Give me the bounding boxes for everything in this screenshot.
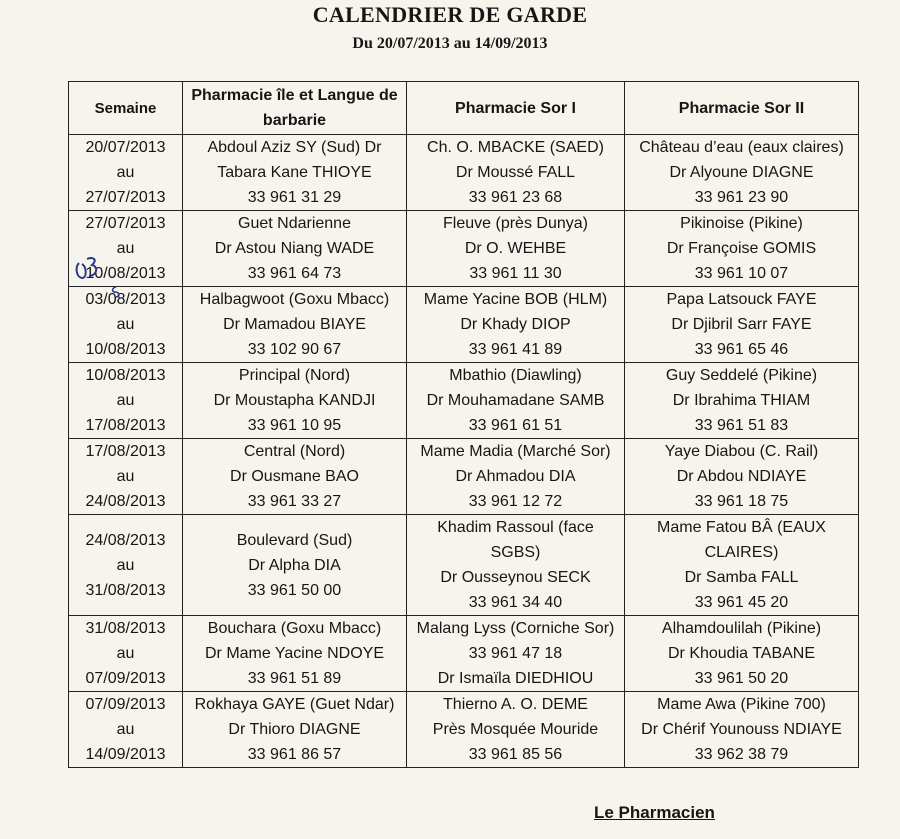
cell-line: Dr Abdou NDIAYE <box>676 468 807 485</box>
cell-line: Dr Khoudia TABANE <box>667 645 816 662</box>
cell-line: 33 961 86 57 <box>247 746 342 763</box>
cell-line: 17/08/2013 <box>85 443 166 460</box>
cell-line: Dr Mame Yacine NDOYE <box>204 645 384 662</box>
cell-line: Tabara Kane THIOYE <box>217 164 372 181</box>
cell-line: 20/07/2013 <box>85 139 166 156</box>
cell-line: au <box>116 556 135 574</box>
cell-line: Mame Madia (Marché Sor) <box>420 443 611 460</box>
cell-line: Château d’eau (eaux claires) <box>639 139 844 156</box>
cell-line: 33 961 33 27 <box>247 493 342 510</box>
cell-line: 31/08/2013 <box>85 620 166 637</box>
cell-line: Halbagwoot (Goxu Mbacc) <box>199 291 390 308</box>
cell-line: Mame Yacine BOB (HLM) <box>423 291 608 308</box>
cell-line: Mame Awa (Pikine 700) <box>657 696 826 713</box>
header-pharmacie-ile: Pharmacie île et Langue de barbarie <box>183 82 407 135</box>
cell-line: Yaye Diabou (C. Rail) <box>664 443 819 460</box>
cell-line: Malang Lyss (Corniche Sor) <box>416 620 615 637</box>
cell-line: 33 961 10 95 <box>247 417 342 434</box>
cell-line: 03/08/2013 <box>85 291 166 308</box>
cell-line: 33 961 65 46 <box>694 341 789 358</box>
cell-line: 33 961 34 40 <box>468 594 563 611</box>
cell-line: 33 961 31 29 <box>247 189 342 206</box>
week-cell <box>69 287 183 363</box>
cell-line: Guy Seddelé (Pikine) <box>665 367 818 384</box>
header-week: Semaine <box>69 82 183 135</box>
cell-line: 33 961 51 89 <box>247 670 342 687</box>
pharmacie-sor-2-cell <box>625 515 859 616</box>
table-row <box>69 616 859 692</box>
cell-line: 33 961 51 83 <box>694 417 789 434</box>
pharmacie-sor-1-cell <box>407 211 625 287</box>
cell-line: Dr Alpha DIA <box>248 556 341 574</box>
pharmacie-sor-1-cell <box>407 692 625 768</box>
pharmacie-sor-2-cell <box>625 287 859 363</box>
pharmacie-sor-1-cell <box>407 439 625 515</box>
cell-line: 33 961 64 73 <box>247 265 342 282</box>
pharmacie-ile-cell <box>183 616 407 692</box>
table-header-row <box>69 82 859 135</box>
cell-line: Dr Djibril Sarr FAYE <box>671 316 812 333</box>
cell-line: 10/08/2013 <box>85 341 166 358</box>
cell-line: 33 961 23 90 <box>694 189 789 206</box>
pharmacie-sor-1-cell <box>407 287 625 363</box>
cell-line: Guet Ndarienne <box>238 215 351 232</box>
table-row <box>69 211 859 287</box>
cell-line: Dr Ahmadou DIA <box>455 468 576 485</box>
header-pharmacie-sor-1: Pharmacie Sor I <box>407 82 625 135</box>
pharmacie-ile-cell <box>183 363 407 439</box>
cell-line: Principal (Nord) <box>238 367 351 384</box>
cell-line: 33 961 23 68 <box>468 189 563 206</box>
cell-line: Dr O. WEHBE <box>464 240 567 257</box>
cell-line: Dr Mouhamadane SAMB <box>426 392 605 409</box>
cell-line: Central (Nord) <box>243 443 346 460</box>
table-row <box>69 439 859 515</box>
pharmacie-sor-1-cell <box>407 135 625 211</box>
cell-line: 33 102 90 67 <box>247 341 342 358</box>
week-cell <box>69 692 183 768</box>
table-row <box>69 515 859 616</box>
cell-line: 10/08/2013 <box>85 367 166 384</box>
week-cell <box>69 439 183 515</box>
cell-line: 33 961 41 89 <box>468 341 563 358</box>
cell-line: Alhamdoulilah (Pikine) <box>661 620 822 637</box>
handwritten-correction-03 <box>73 253 101 283</box>
cell-line: Dr Moussé FALL <box>455 164 576 181</box>
cell-line: Dr Ousmane BAO <box>230 468 359 485</box>
cell-line: 10/08/2013 <box>85 265 166 282</box>
schedule-table <box>68 81 859 768</box>
table-row <box>69 287 859 363</box>
cell-line: au <box>116 721 135 738</box>
cell-line: Près Mosquée Mouride <box>432 721 599 738</box>
cell-line: Fleuve (près Dunya) <box>443 215 588 232</box>
week-cell <box>69 515 183 616</box>
cell-line: Dr Ibrahima THIAM <box>672 392 811 409</box>
cell-line: 24/08/2013 <box>85 493 166 510</box>
cell-line: 33 961 50 20 <box>694 670 789 687</box>
cell-line: Papa Latsouck FAYE <box>666 291 817 308</box>
cell-line: Mbathio (Diawling) <box>449 367 582 384</box>
pharmacie-ile-cell <box>183 692 407 768</box>
week-cell <box>69 135 183 211</box>
pharmacie-sor-1-cell <box>407 363 625 439</box>
cell-line: 14/09/2013 <box>85 746 166 763</box>
cell-line: Rokhaya GAYE (Guet Ndar) <box>194 696 395 713</box>
pharmacie-sor-2-cell <box>625 439 859 515</box>
document-subtitle: Du 20/07/2013 au 14/09/2013 <box>352 35 548 52</box>
cell-line: Bouchara (Goxu Mbacc) <box>207 620 382 637</box>
cell-line: Mame Fatou BÂ (EAUX <box>657 519 826 536</box>
cell-line: 33 961 85 56 <box>468 746 563 763</box>
cell-line: Thierno A. O. DEME <box>443 696 588 713</box>
cell-line: au <box>116 645 135 662</box>
document-title: CALENDRIER DE GARDE <box>312 2 588 27</box>
table-row <box>69 135 859 211</box>
cell-line: 33 961 50 00 <box>247 581 342 599</box>
cell-line: 33 961 18 75 <box>694 493 789 510</box>
pharmacie-ile-cell <box>183 211 407 287</box>
cell-line: Ch. O. MBACKE (SAED) <box>427 139 604 156</box>
cell-line: Dr Khady DIOP <box>460 316 571 333</box>
cell-line: 33 961 12 72 <box>468 493 563 510</box>
cell-line: Dr Samba FALL <box>684 569 799 586</box>
cell-line: 33 961 61 51 <box>468 417 563 434</box>
cell-line: Abdoul Aziz SY (Sud) Dr <box>207 139 382 156</box>
week-cell <box>69 363 183 439</box>
pharmacie-ile-cell <box>183 439 407 515</box>
pharmacie-sor-2-cell <box>625 135 859 211</box>
cell-line: CLAIRES) <box>704 544 779 561</box>
cell-line: Dr Alyoune DIAGNE <box>669 164 814 181</box>
cell-line: 07/09/2013 <box>85 696 166 713</box>
cell-line: 07/09/2013 <box>85 670 166 687</box>
header-pharmacie-sor-2: Pharmacie Sor II <box>625 82 859 135</box>
pharmacie-sor-2-cell <box>625 616 859 692</box>
cell-line: SGBS) <box>490 544 541 561</box>
cell-line: Dr Mamadou BIAYE <box>223 316 366 333</box>
pharmacie-sor-2-cell <box>625 692 859 768</box>
cell-line: au <box>116 164 135 181</box>
table-row <box>69 363 859 439</box>
cell-line: 31/08/2013 <box>85 581 166 599</box>
cell-line: 33 962 38 79 <box>694 746 789 763</box>
pharmacie-ile-cell <box>183 287 407 363</box>
cell-line: 33 961 47 18 <box>468 645 563 662</box>
cell-line: 33 961 11 30 <box>469 265 562 282</box>
pharmacie-ile-cell <box>183 515 407 616</box>
cell-line: 27/07/2013 <box>85 215 166 232</box>
cell-line: 17/08/2013 <box>85 417 166 434</box>
cell-line: Dr Moustapha KANDJI <box>213 392 376 409</box>
cell-line: Dr Françoise GOMIS <box>666 240 817 257</box>
cell-line: 24/08/2013 <box>85 531 166 549</box>
cell-line: 27/07/2013 <box>85 189 166 206</box>
cell-line: 33 961 10 07 <box>694 265 789 282</box>
pharmacie-sor-2-cell <box>625 363 859 439</box>
pharmacie-sor-2-cell <box>625 211 859 287</box>
week-cell <box>69 616 183 692</box>
cell-line: au <box>116 392 135 409</box>
table-row <box>69 692 859 768</box>
handwritten-mark <box>109 285 123 299</box>
cell-line: Dr Chérif Younouss NDIAYE <box>641 721 842 738</box>
pharmacie-ile-cell <box>183 135 407 211</box>
cell-line: Dr Ousseynou SECK <box>440 569 591 586</box>
pharmacie-sor-1-cell <box>407 515 625 616</box>
cell-line: Khadim Rassoul (face <box>437 519 594 536</box>
pharmacie-sor-1-cell <box>407 616 625 692</box>
cell-line: Pikinoise (Pikine) <box>680 215 803 232</box>
cell-line: Dr Ismaïla DIEDHIOU <box>437 670 594 687</box>
cell-line: au <box>116 468 135 485</box>
cell-line: au <box>116 316 135 333</box>
cell-line: au <box>116 240 135 257</box>
cell-line: Dr Astou Niang WADE <box>214 240 375 257</box>
signature-label: Le Pharmacien <box>594 803 715 822</box>
cell-line: 33 961 45 20 <box>694 594 789 611</box>
cell-line: Boulevard (Sud) <box>236 531 353 549</box>
cell-line: Dr Thioro DIAGNE <box>228 721 361 738</box>
